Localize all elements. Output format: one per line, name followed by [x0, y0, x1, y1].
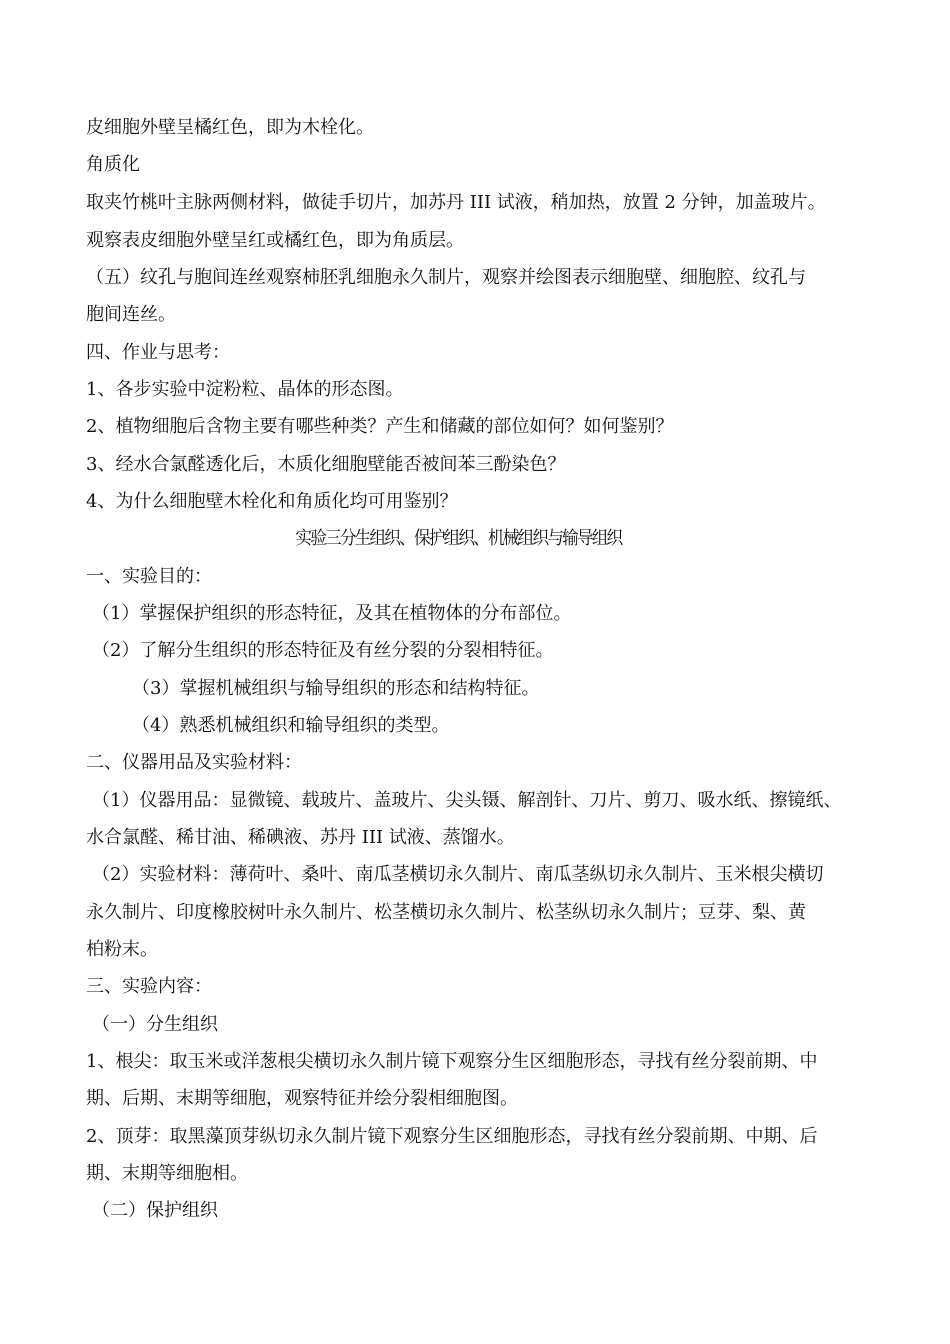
text-line: 柏粉末。	[86, 939, 158, 960]
list-item: （2）了解分生组织的形态特征及有丝分裂的分裂相特征。	[92, 640, 554, 661]
text-line: 期、后期、末期等细胞，观察特征并绘分裂相细胞图。	[86, 1088, 518, 1109]
section-heading: 三、实验内容：	[86, 976, 212, 997]
text-line: 永久制片、印度橡胶树叶永久制片、松茎横切永久制片、松茎纵切永久制片；豆芽、梨、黄	[86, 902, 806, 923]
text-line: 皮细胞外壁呈橘红色，即为木栓化。	[86, 117, 374, 138]
list-item: （4）熟悉机械组织和输导组织的类型。	[132, 715, 450, 736]
text-line: 胞间连丝。	[86, 304, 176, 325]
list-item: 2、植物细胞后含物主要有哪些种类？产生和储藏的部位如何？如何鉴别？	[86, 416, 674, 437]
text-line: （1）仪器用品：显微镜、载玻片、盖玻片、尖头镊、解剖针、刀片、剪刀、吸水纸、擦镜纸、	[92, 790, 842, 811]
text-line: 期、末期等细胞相。	[86, 1163, 248, 1184]
text-line: 取夹竹桃叶主脉两侧材料，做徒手切片，加苏丹 III 试液，稍加热，放置 2 分钟，加盖玻片。	[86, 192, 826, 213]
text-line: 水合氯醛、稀甘油、稀碘液、苏丹 III 试液、蒸馏水。	[86, 827, 515, 848]
chapter-title: 实验三分生组织、保护组织、机械组织与输导组织	[295, 528, 622, 549]
list-item: 4、为什么细胞壁木栓化和角质化均可用鉴别？	[86, 491, 458, 512]
list-item: 1、各步实验中淀粉粒、晶体的形态图。	[86, 379, 404, 400]
subsection-heading: （二）保护组织	[92, 1200, 218, 1221]
section-heading: 角质化	[86, 154, 140, 175]
text-line: 2、顶芽：取黑藻顶芽纵切永久制片镜下观察分生区细胞形态，寻找有丝分裂前期、中期、后	[86, 1126, 818, 1147]
text-line: 观察表皮细胞外壁呈红或橘红色，即为角质层。	[86, 230, 464, 251]
text-line: （2）实验材料：薄荷叶、桑叶、南瓜茎横切永久制片、南瓜茎纵切永久制片、玉米根尖横切	[92, 864, 824, 885]
text-line: 1、根尖：取玉米或洋葱根尖横切永久制片镜下观察分生区细胞形态，寻找有丝分裂前期、中	[86, 1051, 818, 1072]
section-heading: 二、仪器用品及实验材料：	[86, 752, 302, 773]
list-item: （1）掌握保护组织的形态特征，及其在植物体的分布部位。	[92, 603, 572, 624]
subsection-heading: （一）分生组织	[92, 1014, 218, 1035]
list-item: 3、经水合氯醛透化后，木质化细胞壁能否被间苯三酚染色？	[86, 454, 566, 475]
section-heading: 四、作业与思考：	[86, 342, 230, 363]
list-item: （3）掌握机械组织与输导组织的形态和结构特征。	[132, 678, 540, 699]
text-line: （五）纹孔与胞间连丝观察柿胚乳细胞永久制片，观察并绘图表示细胞壁、细胞腔、纹孔与	[86, 267, 806, 288]
section-heading: 一、实验目的：	[86, 566, 212, 587]
